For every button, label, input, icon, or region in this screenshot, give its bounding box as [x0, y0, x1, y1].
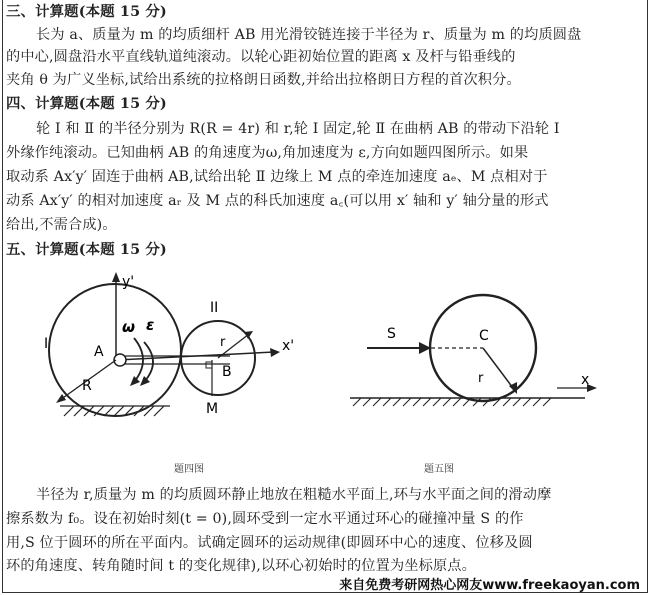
- footer-watermark: 来自免费考研网热心网友www.freekaoyan.com: [339, 578, 640, 593]
- label-x-fig5: x: [581, 372, 590, 388]
- omega-arc: [134, 338, 143, 382]
- label-epsilon: ε: [146, 316, 155, 334]
- figure-4-caption: 题四图: [174, 464, 204, 475]
- figure-5-caption: 题五图: [424, 464, 454, 475]
- q5-line-1: 半径为 r,质量为 m 的均质圆环静止地放在粗糙水平面上,环与水平面之间的滑动摩: [36, 487, 552, 503]
- x-axis-arrow-icon: [270, 348, 280, 357]
- ground-hatch-fig4: [60, 406, 170, 416]
- q4-heading: 四、计算题(本题 15 分): [6, 95, 167, 112]
- label-omega: ω: [122, 318, 136, 336]
- q5-line-3: 用,S 位于圆环的所在平面内。试确定圆环的运动规律(即圆环中心的速度、位移及圆: [6, 535, 533, 551]
- label-x-prime: x': [282, 338, 295, 354]
- q5-line-2: 擦系数为 f₀。设在初始时刻(t = 0),圆环受到一定水平通过环心的碰撞冲量 S 的作: [6, 511, 524, 527]
- label-s: S: [387, 326, 396, 342]
- label-m: M: [206, 401, 219, 417]
- q5-line-4: 环的角速度、转角随时间 t 的变化规律),以环心初始时的位置为坐标原点。: [6, 558, 476, 574]
- label-a: A: [94, 344, 104, 360]
- q4-line-2: 外缘作纯滚动。已知曲柄 AB 的角速度为ω,角加速度为 ε,方向如题四图所示。如果: [6, 145, 529, 161]
- epsilon-arc: [144, 342, 153, 382]
- label-c: C: [479, 328, 489, 344]
- label-wheel-2: II: [210, 300, 219, 316]
- q4-line-3: 取动系 Ax′y′ 固连于曲柄 AB,试给出轮 Ⅱ 边缘上 M 点的牵连加速度 aₑ、M 点相对于: [6, 169, 548, 185]
- q4-line-5: 给出,不需合成)。: [6, 217, 117, 233]
- q5-heading: 五、计算题(本题 15 分): [6, 241, 167, 258]
- q4-line-1: 轮 Ⅰ 和 Ⅱ 的半径分别为 R(R = 4r) 和 r,轮 Ⅰ 固定,轮 Ⅱ 在曲柄 AB 的带动下沿轮 Ⅰ: [36, 121, 560, 137]
- label-r-big: R: [82, 378, 92, 394]
- label-r-ring: r: [478, 371, 484, 386]
- q3-line-3: 夹角 θ 为广义坐标,试给出系统的拉格朗日函数,并给出拉格朗日方程的首次积分。: [6, 72, 521, 88]
- figure-4: [30, 268, 320, 438]
- figure-5: [345, 278, 605, 418]
- q4-line-4: 动系 Ax′y′ 的相对加速度 aᵣ 及 M 点的科氏加速度 a꜀(可以用 x′ 轴和 y′ 轴分量的形式: [6, 193, 549, 209]
- label-b: B: [222, 364, 232, 380]
- label-wheel-1: I: [44, 336, 49, 352]
- q3-line-2: 的中心,圆盘沿水平直线轨道纯滚动。以轮心距初始位置的距离 x 及杆与铅垂线的: [6, 49, 516, 65]
- y-axis-arrow-icon: [112, 272, 120, 282]
- label-r-small: r: [220, 335, 226, 350]
- wheel-1: [49, 284, 181, 416]
- q3-heading: 三、计算题(本题 15 分): [6, 3, 167, 20]
- q3-line-1: 长为 a、质量为 m 的均质细杆 AB 用光滑铰链连接于半径为 r、质量为 m 的均质圆盘: [36, 27, 582, 43]
- label-y-prime: y': [122, 274, 135, 290]
- ring-radius: [483, 348, 513, 388]
- ground-hatch-fig5: [353, 398, 551, 406]
